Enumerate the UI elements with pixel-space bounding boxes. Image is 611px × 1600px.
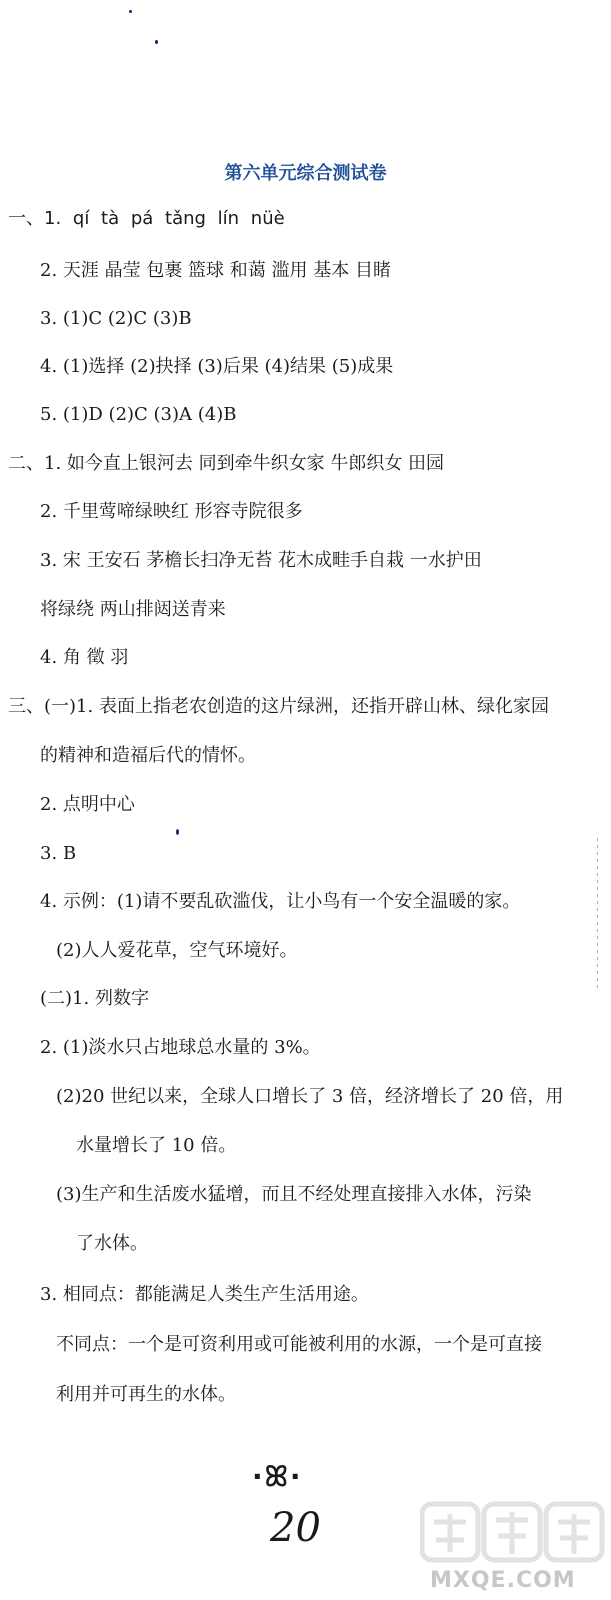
answer-line: 不同点：一个是可资利用或可能被利用的水源，一个是可直接 [56,1334,542,1355]
answer-line: 3. 相同点：都能满足人类生产生活用途。 [40,1284,369,1305]
answer-line: 2. 天涯 晶莹 包裹 篮球 和蔼 滥用 基本 目睹 [40,260,391,281]
watermark-text: MXQE.COM [430,1568,576,1593]
page-ornament: ·ꕤ· [252,1460,303,1493]
answer-line: 利用并可再生的水体。 [56,1384,236,1405]
answer-line: 的精神和造福后代的情怀。 [40,745,256,766]
answer-line: 5. (1)D (2)C (3)A (4)B [40,404,237,425]
answer-line: (2)人人爱花草，空气环境好。 [56,940,298,961]
answer-line: 一、1. qí tà pá tǎng lín nüè [8,208,285,229]
answer-line: (2)20 世纪以来，全球人口增长了 3 倍，经济增长了 20 倍，用 [56,1086,564,1107]
page-title: 第六单元综合测试卷 [224,163,387,184]
answer-line: 了水体。 [76,1233,148,1254]
answer-line: 三、(一)1. 表面上指老农创造的这片绿洲，还指开辟山林、绿化家园 [8,696,549,717]
handwritten-page-number: 20 [270,1505,321,1551]
answer-line: 将绿绕 两山排闼送青来 [40,599,226,620]
answer-line: 4. 示例：(1)请不要乱砍滥伐，让小鸟有一个安全温暖的家。 [40,891,521,912]
answer-line: 水量增长了 10 倍。 [76,1135,237,1156]
answer-line: 2. 千里莺啼绿映红 形容寺院很多 [40,501,303,522]
scan-dot [176,829,179,835]
answer-line: 3. B [40,843,77,864]
page-edge-dashes [597,838,598,988]
answer-line: (3)生产和生活废水猛增，而且不经处理直接排入水体，污染 [56,1184,532,1205]
answer-line: 二、1. 如今直上银河去 同到牵牛织女家 牛郎织女 田园 [8,453,445,474]
answer-line: 3. (1)C (2)C (3)B [40,308,192,329]
answer-line: 4. 角 徵 羽 [40,647,129,668]
scan-dot [129,10,132,13]
answer-line: 2. (1)淡水只占地球总水量的 3%。 [40,1037,321,1058]
answer-line: 3. 宋 王安石 茅檐长扫净无苔 花木成畦手自栽 一水护田 [40,550,482,571]
scan-dot [155,40,158,44]
answer-line: 4. (1)选择 (2)抉择 (3)后果 (4)结果 (5)成果 [40,356,394,377]
answer-line: (二)1. 列数字 [40,988,149,1009]
answer-line: 2. 点明中心 [40,794,135,815]
